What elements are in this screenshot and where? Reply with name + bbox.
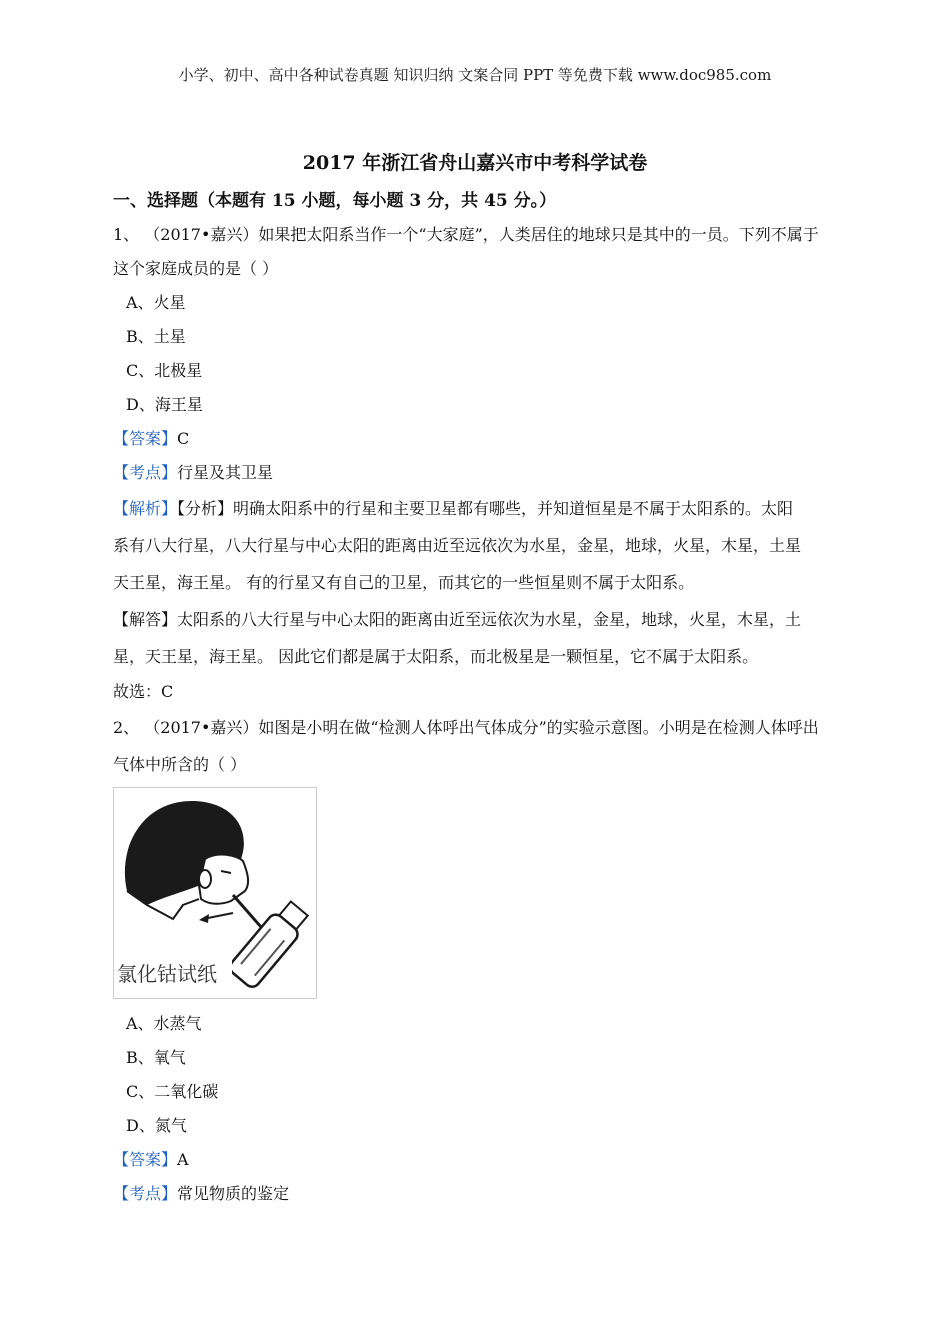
section-heading: 一、选择题（本题有 15 小题，每小题 3 分，共 45 分。） xyxy=(113,191,557,211)
q1-option-d: D、海王星 xyxy=(126,395,203,414)
q2-stem-line-1: 2、 （2017•嘉兴）如图是小明在做“检测人体呼出气体成分”的实验示意图。小明是在检测人体呼出 xyxy=(113,718,819,737)
answer-tag: 【答案】 xyxy=(113,1150,178,1169)
content-body xyxy=(113,218,838,1211)
q1-analysis-line-1 xyxy=(113,490,838,527)
q1-analysis-line-2: 系有八大行星，八大行星与中心太阳的距离由近至远依次为水星，金星，地球，火星，木星，土星 xyxy=(113,536,802,555)
point-tag: 【考点】 xyxy=(113,463,178,482)
q1-stem-line-2: 这个家庭成员的是（ ） xyxy=(113,259,279,278)
point-tag: 【考点】 xyxy=(113,1184,178,1203)
point-value: 常见物质的鉴定 xyxy=(177,1184,290,1203)
exam-title: 2017 年浙江省舟山嘉兴市中考科学试卷 xyxy=(302,152,648,174)
q2-stem-line-2: 气体中所含的（ ） xyxy=(113,755,247,774)
q2-answer-line xyxy=(113,1143,838,1177)
analysis-tag: 【解析】 xyxy=(113,499,178,518)
experiment-figure xyxy=(113,787,317,999)
q2-option-a: A、水蒸气 xyxy=(126,1014,202,1033)
q2-option-c: C、二氧化碳 xyxy=(126,1082,219,1101)
answer-tag: 【答案】 xyxy=(113,429,178,448)
q1-solution-line-2: 星，天王星，海王星。 因此它们都是属于太阳系，而北极星是一颗恒星，它不属于太阳系。 xyxy=(113,647,759,666)
point-value: 行星及其卫星 xyxy=(177,463,274,482)
q1-answer-line xyxy=(113,422,838,456)
q1-point-line xyxy=(113,456,838,490)
breath-test-illustration xyxy=(113,787,317,999)
q1-stem-line-1: 1、 （2017•嘉兴）如果把太阳系当作一个“大家庭”，人类居住的地球只是其中的一员。下列不属于 xyxy=(113,225,819,244)
q2-option-b: B、氧气 xyxy=(126,1048,186,1067)
q1-option-b: B、土星 xyxy=(126,327,186,346)
analysis-text: 【分析】明确太阳系中的行星和主要卫星都有哪些，并知道恒星是不属于太阳系的。太阳 xyxy=(177,499,794,518)
ear-icon xyxy=(199,870,211,888)
answer-value: C xyxy=(177,429,190,448)
q1-choose-line: 故选：C xyxy=(113,682,174,701)
q1-analysis-line-3: 天王星，海王星。 有的行星又有自己的卫星，而其它的一些恒星则不属于太阳系。 xyxy=(113,573,695,592)
q1-option-c: C、北极星 xyxy=(126,361,203,380)
q2-point-line xyxy=(113,1177,838,1211)
page-header: 小学、初中、高中各种试卷真题 知识归纳 文案合同 PPT 等免费下载 www.doc985.com xyxy=(178,66,772,84)
cobalt-chloride-paper-label: 氯化钴试纸 xyxy=(117,962,217,986)
q1-solution-line-1: 【解答】太阳系的八大行星与中心太阳的距离由近至远依次为水星，金星，地球，火星，木星，土 xyxy=(113,610,802,629)
q1-option-a: A、火星 xyxy=(126,293,186,312)
q2-option-d: D、氮气 xyxy=(126,1116,187,1135)
answer-value: A xyxy=(177,1150,189,1169)
